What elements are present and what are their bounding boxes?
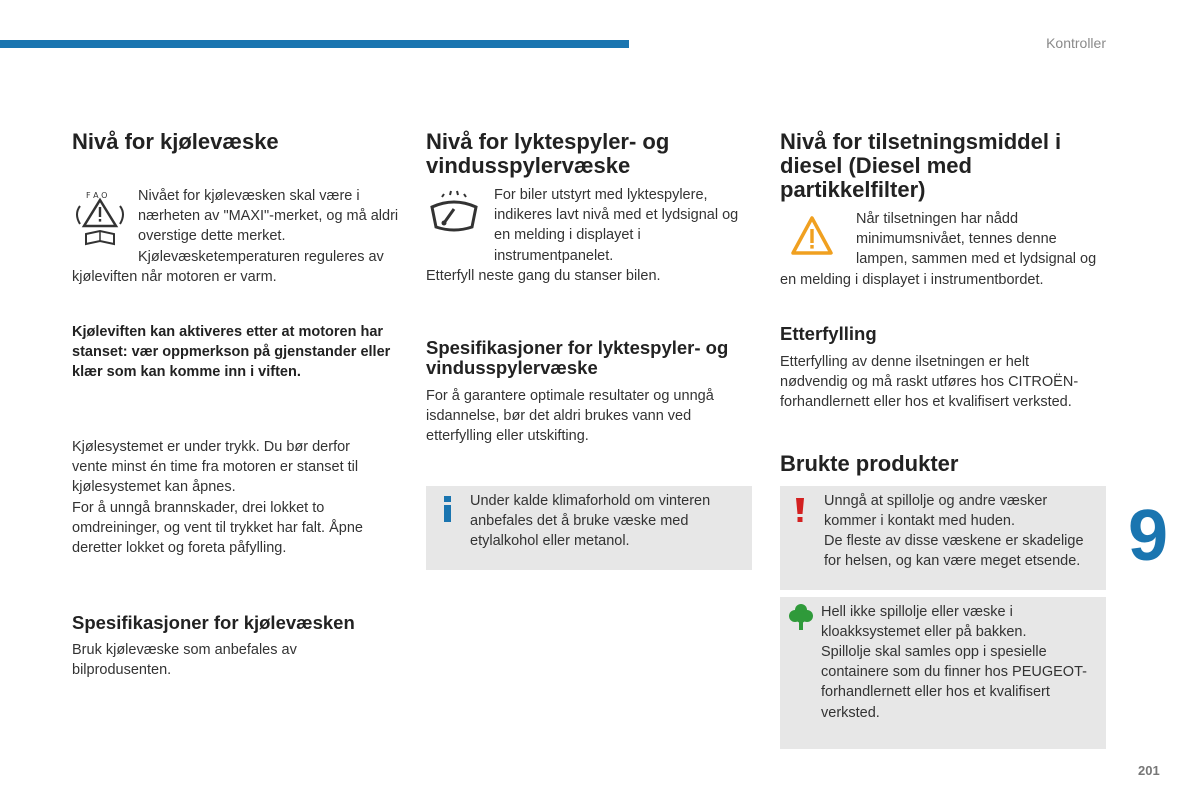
- washer-intro: For biler utstyrt med lyktespylere, indikeres lavt nivå med et lydsignal og en melding i displayet i instrumentpanelet.: [494, 187, 739, 264]
- coolant-intro-2: Kjølevæsketemperaturen reguleres av kjøleviften når motoren er varm.: [72, 248, 384, 285]
- additive-intro: Når tilsetningen har nådd minimumsnivået, tennes denne lampen, sammen med et lydsignal og en melding i displayet i instrumentbordet.: [780, 211, 1097, 288]
- warning-box: [780, 486, 1106, 590]
- environment-box-text: Hell ikke spillolje eller væske i kloakksystemet eller på bakken.: [821, 604, 1027, 641]
- warning-triangle-icon: [790, 215, 834, 262]
- exclamation-icon: [795, 496, 805, 524]
- washer-spec-title: Spesifikasjoner for lyktespyler- og vindusspylervæske: [426, 337, 729, 378]
- info-box: [426, 486, 752, 570]
- used-products-title: Brukte produkter: [780, 451, 959, 476]
- refill-text: Etterfylling av denne ilsetningen er helt nødvendig og må raskt utføres hos CITROËN-forhandlernett eller hos et kvalifisert verksted.: [780, 354, 1079, 411]
- coolant-title: Nivå for kjølevæske: [72, 129, 279, 154]
- column-coolant: [72, 129, 402, 679]
- coolant-spec-title: Spesifikasjoner for kjølevæsken: [72, 612, 355, 633]
- environment-box: [780, 597, 1106, 749]
- washer-fluid-icon: [426, 187, 482, 244]
- coolant-warning-icon: [72, 188, 128, 251]
- warning-box-text-2: De fleste av disse væskene er skadelige for helsen, og kan være meget etsende.: [824, 533, 1084, 570]
- coolant-spec-text: Bruk kjølevæske som anbefales av bilprodusenten.: [72, 642, 297, 679]
- column-washer: [426, 129, 756, 445]
- column-diesel-additive: [780, 129, 1110, 476]
- tree-icon: [788, 603, 814, 631]
- additive-title: Nivå for tilsetningsmiddel i diesel (Diesel med partikkelfilter): [780, 129, 1062, 202]
- page-number: 201: [1138, 763, 1160, 778]
- coolant-pressure-text: Kjølesystemet er under trykk. Du bør derfor vente minst én time fra motoren er stanset til kjølesystemet kan åpnes.: [72, 439, 359, 496]
- section-label: Kontroller: [1046, 35, 1106, 51]
- environment-box-text-2: Spillolje skal samles opp i spesielle containere som du finner hos PEUGEOT-forhandlernett eller hos et kvalifisert verksted.: [821, 644, 1087, 721]
- washer-spec-text: For å garantere optimale resultater og unngå isdannelse, bør det aldri brukes vann ved etterfylling eller utskifting.: [426, 388, 714, 445]
- svg-text:F A O: F A O: [86, 191, 108, 200]
- coolant-fan-warning: Kjøleviften kan aktiveres etter at motoren har stanset: vær oppmerkson på gjenstander eller klær som kan komme inn i viften.: [72, 324, 391, 381]
- refill-title: Etterfylling: [780, 323, 877, 344]
- coolant-pressure-text-2: For å unngå brannskader, drei lokket to omdreininger, og vent til trykket har falt. Åpne deretter lokket og foreta påfylling.: [72, 499, 363, 557]
- warning-box-text: Unngå at spillolje og andre væsker kommer i kontakt med huden.: [824, 493, 1048, 530]
- info-icon: [441, 496, 455, 522]
- header-accent-bar: [0, 40, 629, 48]
- coolant-intro: Nivået for kjølevæsken skal være i nærheten av "MAXI"-merket, og må aldri overstige dette merket.: [138, 188, 399, 245]
- washer-title: Nivå for lyktespyler- og vindusspylervæske: [426, 129, 670, 178]
- chapter-number: 9: [1128, 496, 1169, 576]
- info-box-text: Under kalde klimaforhold om vinteren anbefales det å bruke væske med etylalkohol eller metanol.: [470, 493, 711, 550]
- washer-intro-2: Etterfyll neste gang du stanser bilen.: [426, 267, 661, 284]
